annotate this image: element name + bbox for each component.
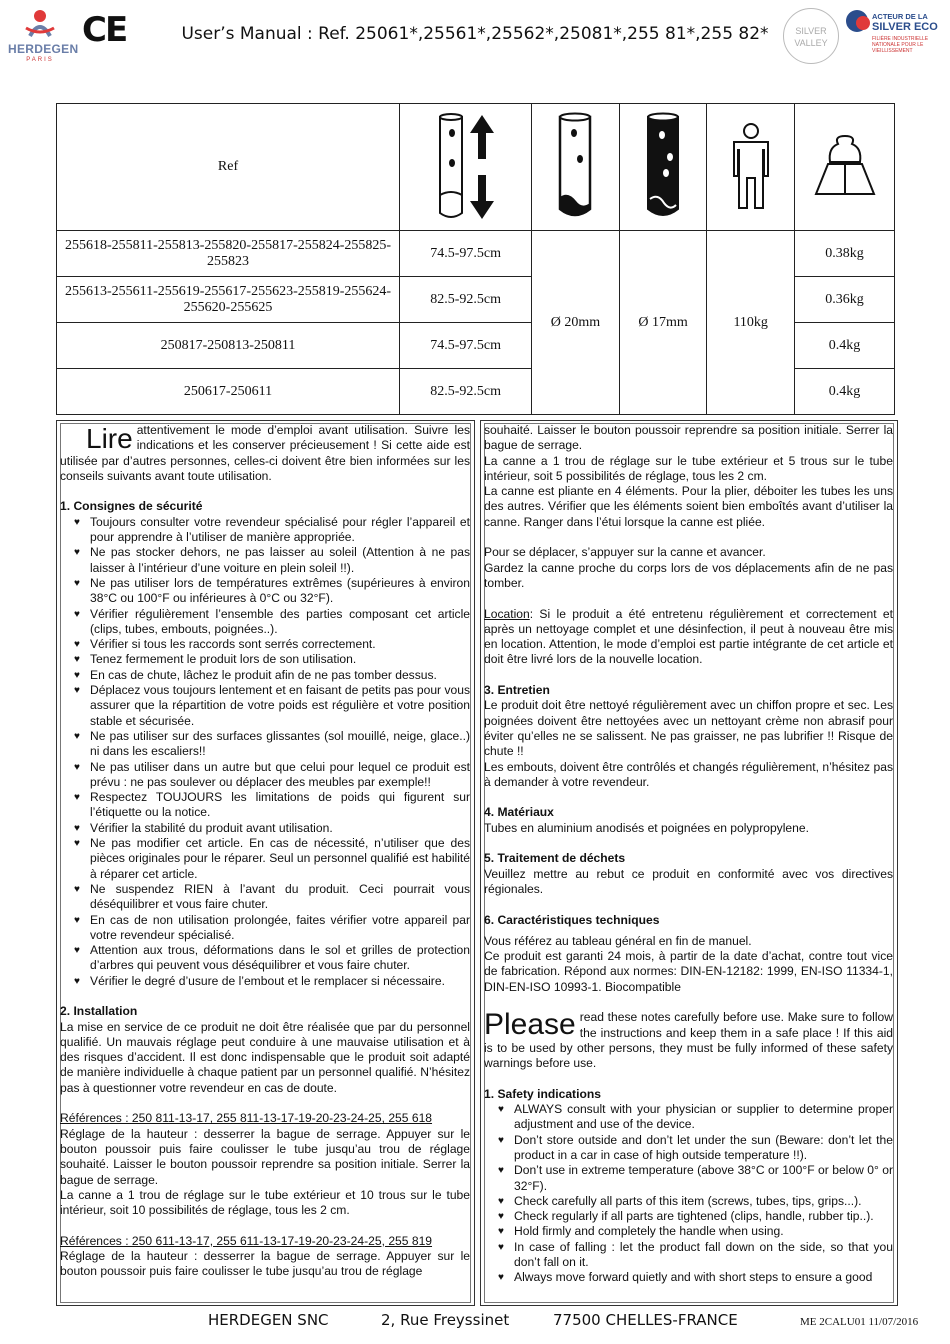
spec-ref: 255618-255811-255813-255820-255817-255824-255825-255823 [57, 231, 400, 277]
paragraph: Veuillez mettre au rebut ce produit en conformité avec vos directives régionales. [484, 866, 893, 896]
person-icon [726, 122, 776, 212]
list-item: ♥ Don’t store outside and don’t let under the sun (Beware: don’t let the product in a car in case of high outside temperature !!). [484, 1133, 893, 1164]
reference-title: Références : 250 811-13-17, 255 811-13-17-19-20-23-24-25, 255 618 [60, 1111, 433, 1126]
brand-subtitle: PARIS [26, 57, 54, 63]
list-item: ♥ Always move forward quietly and with short steps to ensure a good [484, 1270, 893, 1285]
list-item: ♥ Check carefully all parts of this item (screws, tubes, tips, grips...). [484, 1194, 893, 1209]
list-item: ♥ Ne pas utiliser sur des surfaces glissantes (sol mouillé, neige, glace..) ni dans les escaliers!! [60, 729, 470, 760]
height-adjust-icon [426, 111, 506, 223]
location-text: : Si le produit a été entretenu régulièrement et correctement et après un nettoyage complet et une désinfection, il peut à nouveau être mis en location. Attention, le mode d’emploi est partie intégrante de cet article et doit être livré lors de la nouvelle location. [484, 606, 893, 667]
intro-text: attentivement le mode d’emploi avant utilisation. Suivre les indications et les conserver précieusement ! Si cette aide est utilisée par d’autres personnes, celles-ci doivent être bien informées sur les conseils suivants avant toute utilisation. [60, 423, 470, 483]
inner-diameter: Ø 17mm [619, 231, 707, 415]
footer-city: 77500 CHELLES-FRANCE [553, 1311, 738, 1329]
silver-eco-line1: ACTEUR DE LA [872, 12, 928, 21]
outer-tube-icon-cell [532, 104, 620, 231]
list-item: ♥ Déplacez vous toujours lentement et en faisant de petits pas pour vous assurer que la répartition de votre poids est régulière et votre position stable et sécurisée. [60, 683, 470, 729]
list-item: ♥ Ne pas modifier cet article. En cas de nécessité, n’utiliser que des pièces originales pour le réparer. Seul un personnel qualifié est habilité à réparer cet article. [60, 836, 470, 882]
inner-tube-icon-cell [619, 104, 707, 231]
safety-list [60, 515, 470, 989]
paragraph: Tubes en aluminium anodisés et poignées en polypropylene. [484, 820, 809, 835]
spec-weight: 0.4kg [795, 369, 895, 415]
spec-weight: 0.36kg [795, 277, 895, 323]
section-title: 4. Matériaux [484, 805, 554, 820]
list-item: ♥ En cas de non utilisation prolongée, faites vérifier votre appareil par votre revendeur spécialisé. [60, 913, 470, 944]
paragraph: Réglage de la hauteur : desserrer la bague de serrage. Appuyer sur le bouton poussoir puis faire coulisser le tube jusqu’au trou de réglage [60, 1249, 470, 1279]
max-load: 110kg [707, 231, 795, 415]
inner-tube-icon [638, 111, 688, 223]
spec-height: 82.5-92.5cm [400, 277, 532, 323]
spec-table [56, 103, 895, 415]
list-item: ♥ Don’t use in extreme temperature (above 38°C or 100°F or below 0° or 32°F). [484, 1163, 893, 1194]
user-weight-icon-cell [707, 104, 795, 231]
paragraph: Le produit doit être nettoyé régulièrement avec un chiffon propre et sec. Les poignées doivent être nettoyées avec un nettoyant crème non abrasif pour éviter qu’elles ne se salissent. Ne pas graisser, ne pas lubrifier !! Risque de chute !! [484, 698, 893, 759]
spec-row [57, 231, 895, 277]
brand-name: HERDEGEN [8, 42, 79, 56]
list-item: ♥ Ne pas utiliser lors de températures extrêmes (supérieures à environ 38°C ou 100°F ou inférieures à 0°C ou 32°F). [60, 576, 470, 607]
section-title: 2. Installation [60, 1004, 138, 1019]
scale-icon [810, 132, 880, 202]
ce-mark: CE [82, 10, 127, 50]
list-item: ♥ Vérifier si tous les raccords sont serrés correctement. [60, 637, 470, 652]
document-title: User’s Manual : Ref. 25061*,25561*,25562*,25081*,255 81*,255 82* [181, 24, 769, 44]
location-label: Location [484, 606, 530, 621]
paragraph: Pour se déplacer, s’appuyer sur la canne et avancer. [484, 545, 766, 560]
reference-title: Références : 250 611-13-17, 255 611-13-17-19-20-23-24-25, 255 819 [60, 1233, 433, 1248]
mixed-text [484, 423, 893, 1286]
section-title: 3. Entretien [484, 683, 550, 698]
paragraph: La canne a 1 trou de réglage sur le tube extérieur et 10 trous sur le tube intérieur, soit 10 possibilités de réglage, tous les 2 cm. [60, 1187, 470, 1218]
french-text [60, 423, 470, 1280]
paragraph: La canne est pliante en 4 éléments. Pour la plier, déboiter les tubes les uns des autres. Vérifier que les éléments soient bien emboîtés avant d’utiliser la canne. Ranger dans l’étui lorsque la canne est pliée. [484, 484, 893, 529]
spec-height: 82.5-92.5cm [400, 369, 532, 415]
section-title: 1. Consignes de sécurité [60, 499, 203, 514]
paragraph: Ce produit est garanti 24 mois, à partir de la date d’achat, contre tout vice de fabrication. Répond aux normes: DIN-EN-12182: 1999, EN-ISO 11334-1, DIN-EN-ISO 10993-1. Biocompatible [484, 949, 893, 994]
paragraph: Les embouts, doivent être contrôlés et changés régulièrement, n’hésitez pas à demander à votre revendeur. [484, 759, 893, 789]
paragraph: La canne a 1 trou de réglage sur le tube extérieur et 5 trous sur le tube intérieur, soit 5 possibilités de réglage, tous les 2 cm. [484, 453, 893, 483]
list-item: ♥ Attention aux trous, déformations dans le sol et grilles de protection d’arbres qui peuvent vous déséquilibrer et vous faire chuter. [60, 943, 470, 974]
silver-valley-line2: VALLEY [794, 38, 828, 48]
list-item: ♥ Tenez fermement le produit lors de son utilisation. [60, 652, 470, 667]
list-item: ♥ Vérifier régulièrement l’ensemble des parties composant cet article (clips, tubes, embouts, poignées..). [60, 607, 470, 638]
silver-eco-dot-icon [856, 16, 870, 30]
list-item: ♥ Toujours consulter votre revendeur spécialisé pour régler l’appareil et pour apprendre à l’utiliser de manière appropriée. [60, 515, 470, 546]
list-item: ♥ ALWAYS consult with your physician or supplier to determine proper adjustment and use of the device. [484, 1102, 893, 1133]
intro-text: read these notes carefully before use. Make sure to follow the instructions and keep them in a safe place ! If this aid is to be used by other persons, they must be fully informed of these safety warnings before use. [484, 1010, 893, 1071]
list-item: ♥ Vérifier le degré d’usure de l’embout et le remplacer si nécessaire. [60, 974, 470, 989]
silver-eco-logo [846, 10, 944, 66]
height-adjust-icon-cell [400, 104, 532, 231]
list-item: ♥ In case of falling : let the product fall down on the side, so that you don’t fall on it. [484, 1240, 893, 1271]
list-item: ♥ Ne pas stocker dehors, ne pas laisser au soleil (Attention à ne pas laisser à l’intérieur d’une voiture en plein soleil !!). [60, 545, 470, 576]
silver-valley-logo [783, 8, 839, 64]
list-item: ♥ Ne suspendez RIEN à l’avant du produit. Ceci pourrait vous déséquilibrer et vous faire chuter. [60, 882, 470, 913]
paragraph: Gardez la canne proche du corps lors de vos déplacements afin de ne pas tomber. [484, 560, 893, 590]
list-item: ♥ Vérifier la stabilité du produit avant utilisation. [60, 821, 470, 836]
safety-list [484, 1102, 893, 1286]
silver-valley-line1: SILVER [795, 26, 827, 36]
list-item: ♥ Hold firmly and completely the handle when using. [484, 1224, 893, 1239]
footer-company: HERDEGEN SNC [208, 1311, 329, 1329]
spec-header-row [57, 104, 895, 231]
outer-tube-icon [550, 111, 600, 223]
outer-diameter: Ø 20mm [532, 231, 620, 415]
list-item: ♥ En cas de chute, lâchez le produit afin de ne pas tomber dessus. [60, 668, 470, 683]
list-item: ♥ Ne pas utiliser dans un autre but que celui pour lequel ce produit est prévu : ne pas soulever ou déplacer des meubles par exemple!! [60, 760, 470, 791]
footer-street: 2, Rue Freyssinet [381, 1311, 510, 1329]
drop-word: Please [484, 1008, 576, 1042]
paragraph: souhaité. Laisser le bouton poussoir reprendre sa position initiale. Serrer la bague de serrage. [484, 423, 893, 453]
section-title: 1. Safety indications [484, 1086, 601, 1101]
paragraph: Vous référez au tableau général en fin de manuel. [484, 933, 752, 948]
spec-height: 74.5-97.5cm [400, 231, 532, 277]
spec-ref: 255613-255611-255619-255617-255623-255819-255624-255620-255625 [57, 277, 400, 323]
spec-ref: 250617-250611 [57, 369, 400, 415]
product-weight-icon-cell [795, 104, 895, 231]
document-code: ME 2CALU01 11/07/2016 [800, 1316, 919, 1328]
silver-eco-line2: SILVER ECO [872, 21, 938, 33]
section-title: 6. Caractéristiques techniques [484, 912, 660, 927]
spec-weight: 0.38kg [795, 231, 895, 277]
paragraph: La mise en service de ce produit ne doit être réalisée que par du personnel qualifié. Un mauvais réglage peut conduire à une mauvaise utilisation et à des risques d’accident. Il est donc indispensable que le produit soit adapté de manière individuelle à chaque patient par un personnel qualifié. N’hésitez pas à questionner votre revendeur en cas de doute. [60, 1019, 470, 1095]
mixed-column [480, 420, 898, 1306]
list-item: ♥ Check regularly if all parts are tightened (clips, handle, rubber tip..). [484, 1209, 893, 1224]
silver-eco-line3: FILIÈRE INDUSTRIELLE NATIONALE POUR LE VIEILLISSEMENT [872, 36, 929, 54]
paragraph: Réglage de la hauteur : desserrer la bague de serrage. Appuyer sur le bouton poussoir puis faire coulisser le tube jusqu’au trou de réglage souhaité. Laisser le bouton poussoir reprendre sa position initiale. Serrer la bague de serrage. [60, 1126, 470, 1187]
list-item: ♥ Respectez TOUJOURS les limitations de poids qui figurent sur l’étiquette ou la notice. [60, 790, 470, 821]
french-column [56, 420, 475, 1306]
drop-word: Lire [86, 423, 133, 454]
ref-header: Ref [57, 104, 400, 231]
page-footer [0, 1311, 950, 1335]
spec-height: 74.5-97.5cm [400, 323, 532, 369]
section-title: 5. Traitement de déchets [484, 851, 626, 866]
spec-ref: 250817-250813-250811 [57, 323, 400, 369]
page-header [0, 0, 950, 80]
spec-weight: 0.4kg [795, 323, 895, 369]
